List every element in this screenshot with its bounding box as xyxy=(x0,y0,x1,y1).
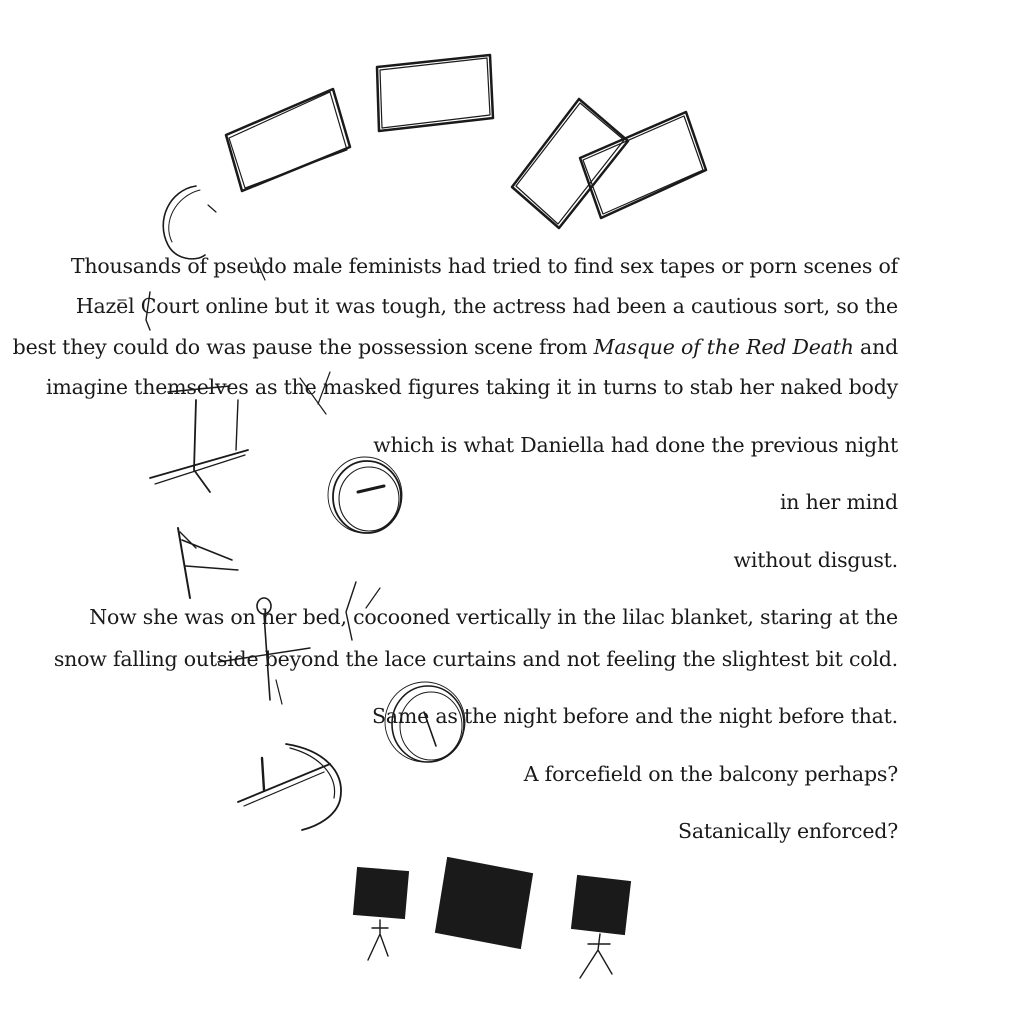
sketch-dark-square-left xyxy=(354,868,408,960)
fragment-previous-night: which is what Daniella had done the previous night xyxy=(373,433,898,457)
fragment-same-as-night: Same as the night before and the night before that. xyxy=(371,704,898,728)
paragraph1-line2: Hazel Court online but it was tough, the actress had been a cautious sort, so the xyxy=(75,294,898,318)
sketch-dark-square-right xyxy=(572,876,630,978)
sketch-rectangle-4 xyxy=(580,112,706,218)
fragment-satanically-enforced: Satanically enforced? xyxy=(678,819,898,843)
paragraph1-line3 xyxy=(13,335,898,359)
sketch-anchor xyxy=(238,744,341,830)
line3-before-text: best they could do was pause the possession scene from xyxy=(12,335,594,359)
paragraph1-line1: Thousands of pseudo male feminists had tried to find sex tapes or porn scenes of xyxy=(70,254,898,278)
fragment-without-disgust: without disgust. xyxy=(733,548,898,572)
sketch-rectangle-3 xyxy=(512,99,628,228)
sketch-rectangle-1 xyxy=(226,89,350,191)
sketch-rectangle-2 xyxy=(377,55,493,131)
sketch-figure xyxy=(218,582,380,704)
fragment-in-her-mind: in her mind xyxy=(779,490,898,514)
sketch-dark-square-center xyxy=(436,858,532,948)
sketch-glyph-c xyxy=(163,186,216,259)
line3-after-text: and xyxy=(853,335,898,359)
fragment-forcefield: A forcefield on the balcony perhaps? xyxy=(523,762,898,786)
paragraph1-line4: imagine themselves as the masked figures taking it in turns to stab her naked body xyxy=(46,375,898,399)
paragraph2-line1: Now she was on her bed, cocooned vertically in the lilac blanket, staring at the xyxy=(89,605,898,629)
paragraph2-line2: snow falling outside beyond the lace curtains and not feeling the slightest bit cold. xyxy=(53,647,898,671)
sketch-circle-dash xyxy=(328,457,402,533)
film-title: Masque of the Red Death xyxy=(593,335,854,359)
sketch-glyph-a xyxy=(178,528,238,598)
